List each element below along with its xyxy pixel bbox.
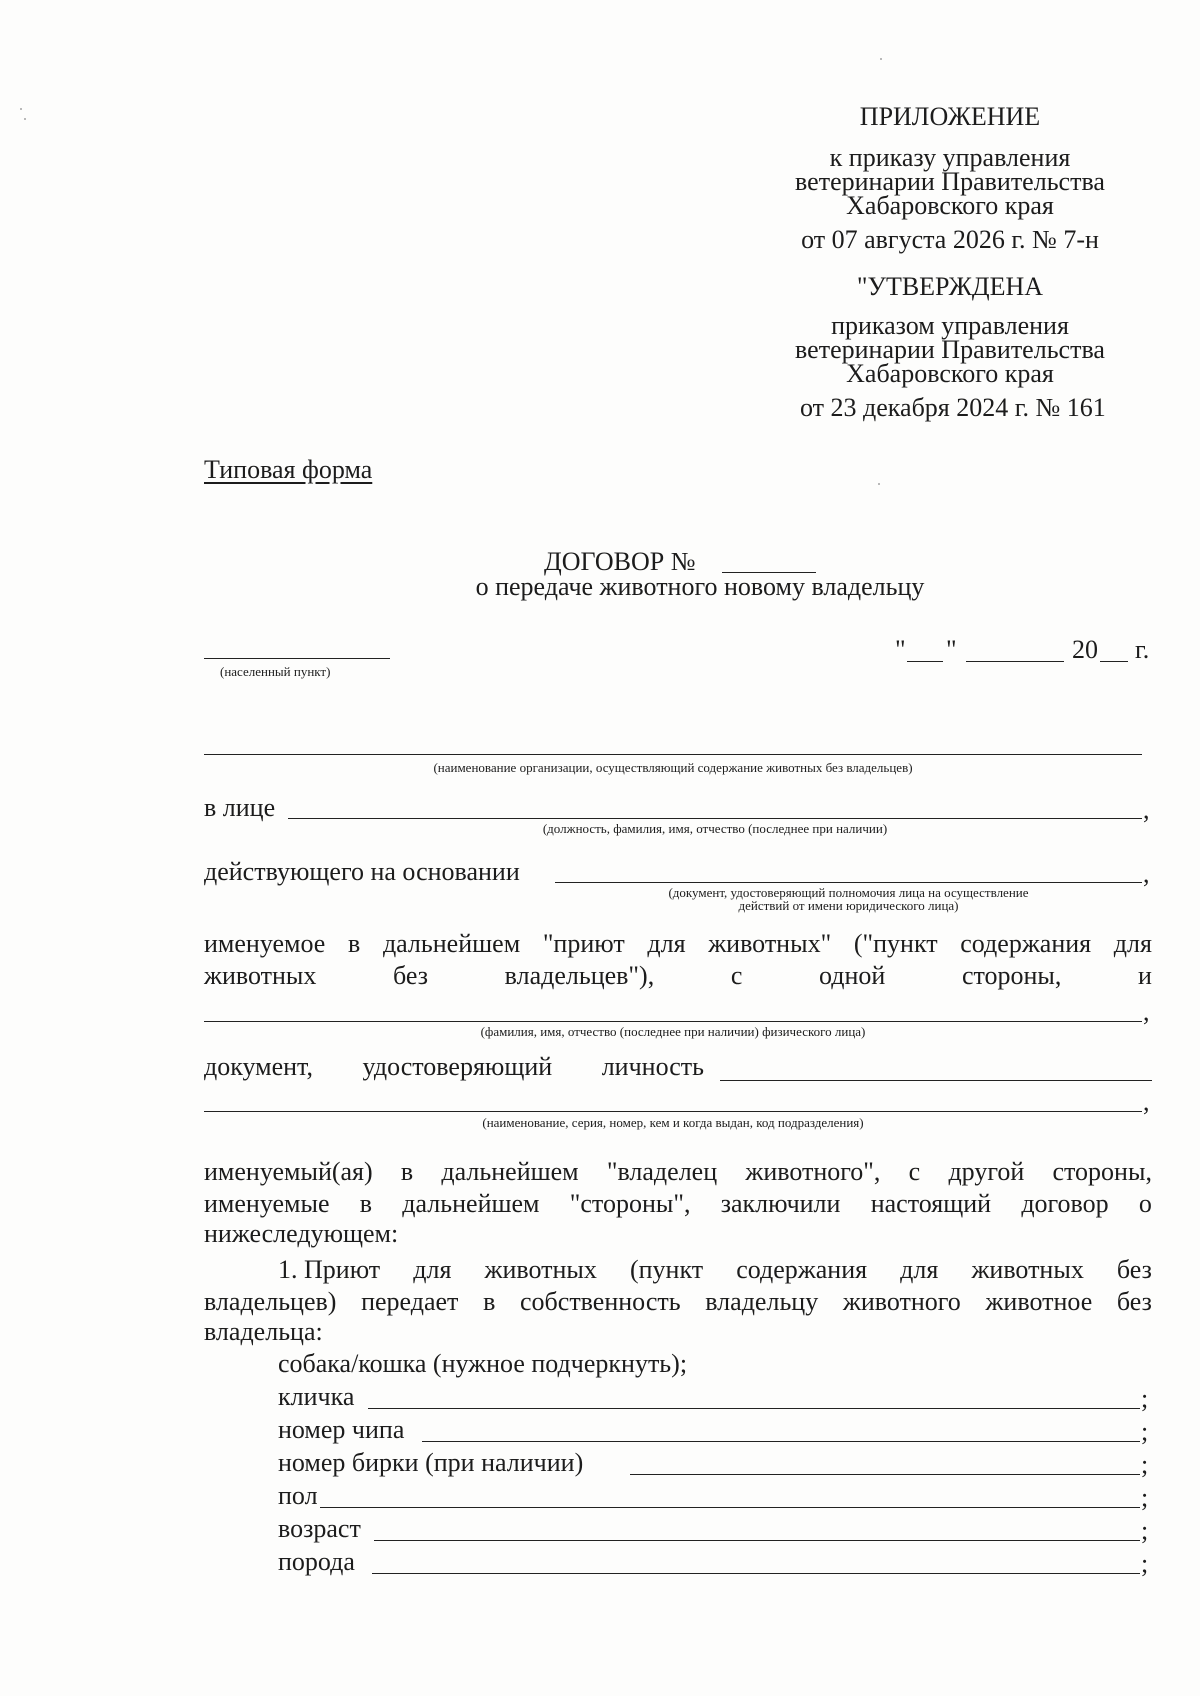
word: о	[1138, 1189, 1152, 1218]
word: дальнейшем	[382, 929, 521, 958]
organization-line	[204, 754, 1142, 755]
in-person-line	[288, 818, 1142, 819]
organization-caption: (наименование организации, осуществляющий содержание животных без владельцев)	[433, 760, 913, 775]
tag-number-line	[630, 1474, 1140, 1475]
tag-number-semicolon: ;	[1141, 1450, 1149, 1479]
word: заключили	[720, 1189, 841, 1218]
year-line	[1100, 661, 1128, 662]
animal-type-label: собака/кошка (нужное подчеркнуть);	[278, 1349, 688, 1378]
appendix-line: ветеринарии Правительства	[795, 167, 1105, 196]
word: содержания	[736, 1255, 868, 1284]
word: одной	[819, 961, 886, 990]
place-caption: (населенный пункт)	[220, 664, 331, 679]
word: дальнейшем	[402, 1189, 540, 1218]
date-quote-open: "	[895, 635, 906, 664]
year-suffix: г.	[1135, 635, 1150, 664]
word: владельцев)	[204, 1287, 337, 1316]
word: для	[1113, 929, 1152, 958]
approved-line: ветеринарии Правительства	[795, 335, 1105, 364]
basis-caption-1: (документ, удостоверяющий полномочия лица на осуществление	[668, 885, 1029, 900]
word: животное	[985, 1287, 1093, 1316]
word: настоящий	[870, 1189, 992, 1218]
word: договор	[1021, 1189, 1109, 1218]
word: 1. Приют	[278, 1255, 381, 1284]
in-person-label: в лице	[204, 793, 276, 822]
breed-semicolon: ;	[1141, 1549, 1149, 1578]
age-line	[374, 1540, 1140, 1541]
word: с	[730, 961, 743, 990]
word: животных	[971, 1255, 1084, 1284]
tag-number-label: номер бирки (при наличии)	[278, 1448, 584, 1477]
appendix-title: ПРИЛОЖЕНИЕ	[859, 102, 1041, 131]
year-prefix: 20	[1072, 635, 1098, 664]
id-document-label	[204, 1053, 704, 1081]
word: стороны,	[961, 961, 1062, 990]
approved-line: Хабаровского края	[846, 359, 1054, 388]
breed-line	[372, 1573, 1140, 1574]
word: для	[647, 929, 686, 958]
clause-1-line-2	[204, 1288, 1152, 1316]
nickname-semicolon: ;	[1141, 1384, 1149, 1413]
nickname-label: кличка	[278, 1382, 355, 1411]
word: передает	[361, 1287, 459, 1316]
clause-1-line-3: владельца:	[204, 1317, 323, 1346]
basis-line	[555, 882, 1142, 883]
word: собственность	[520, 1287, 681, 1316]
id-document-line-1	[720, 1080, 1152, 1081]
shelter-text-line-1	[204, 930, 1152, 958]
word: в	[359, 1189, 373, 1218]
approved-title: "УТВЕРЖДЕНА	[856, 272, 1044, 301]
place-line	[204, 658, 390, 659]
id-document-comma: ,	[1143, 1087, 1150, 1116]
word: в	[348, 929, 361, 958]
age-semicolon: ;	[1141, 1516, 1149, 1545]
word: и	[1138, 961, 1152, 990]
word: удостоверяющий	[362, 1052, 553, 1081]
word: животных	[484, 1255, 597, 1284]
owner-text-line-3: нижеследующем:	[204, 1219, 399, 1248]
word: другой	[948, 1157, 1025, 1186]
word: животного",	[745, 1157, 881, 1186]
scan-speck	[24, 118, 26, 120]
word: без	[1116, 1287, 1152, 1316]
sex-line	[320, 1507, 1140, 1508]
in-person-caption: (должность, фамилия, имя, отчество (последнее при наличии)	[542, 821, 888, 836]
chip-number-label: номер чипа	[278, 1415, 405, 1444]
contract-title: ДОГОВОР №	[544, 547, 696, 576]
basis-comma: ,	[1143, 859, 1150, 888]
word: владельцу	[705, 1287, 819, 1316]
word: животных	[204, 961, 317, 990]
appendix-date: от 07 августа 2026 г. № 7-н	[801, 225, 1099, 254]
appendix-line: к приказу управления	[829, 143, 1071, 172]
word: владельцев"),	[504, 961, 655, 990]
clause-1-line-1	[278, 1256, 1152, 1284]
id-document-caption: (наименование, серия, номер, кем и когда выдан, код подразделения)	[482, 1115, 864, 1130]
word: "приют	[542, 929, 625, 958]
owner-text-line-2	[204, 1190, 1152, 1218]
scan-speck	[880, 58, 882, 60]
month-line	[966, 661, 1064, 662]
word: ("пункт	[853, 929, 938, 958]
word: в	[400, 1157, 414, 1186]
chip-number-semicolon: ;	[1141, 1417, 1149, 1446]
word: с	[908, 1157, 921, 1186]
word: животного	[842, 1287, 961, 1316]
sex-semicolon: ;	[1141, 1483, 1149, 1512]
contract-subtitle: о передаче животного новому владельцу	[475, 572, 925, 601]
person-name-comma: ,	[1143, 997, 1150, 1026]
scan-speck	[878, 483, 880, 485]
day-line	[907, 661, 943, 662]
word: животных"	[708, 929, 832, 958]
nickname-line	[368, 1408, 1140, 1409]
date-quote-close: "	[946, 635, 957, 664]
word: личность	[601, 1052, 704, 1081]
approved-date: от 23 декабря 2024 г. № 161	[800, 393, 1106, 422]
word: именуемые	[204, 1189, 330, 1218]
owner-text-line-1	[204, 1158, 1152, 1186]
age-label: возраст	[278, 1514, 361, 1543]
basis-caption-2: действий от имени юридического лица)	[738, 898, 959, 913]
approved-line: приказом управления	[831, 311, 1069, 340]
word: документ,	[204, 1052, 313, 1081]
scan-speck	[20, 108, 22, 110]
word: без	[393, 961, 429, 990]
breed-label: порода	[278, 1547, 355, 1576]
word: "стороны",	[569, 1189, 691, 1218]
word: именуемый(ая)	[204, 1157, 373, 1186]
word: для	[413, 1255, 452, 1284]
sex-label: пол	[278, 1481, 318, 1510]
chip-number-line	[422, 1441, 1140, 1442]
word: именуемое	[204, 929, 326, 958]
id-document-line-2	[204, 1111, 1142, 1112]
shelter-text-line-2	[204, 962, 1152, 990]
basis-label: действующего на основании	[204, 857, 520, 886]
word: "владелец	[606, 1157, 718, 1186]
word: дальнейшем	[441, 1157, 579, 1186]
form-type-label: Типовая форма	[204, 455, 373, 484]
word: без	[1116, 1255, 1152, 1284]
word: стороны,	[1052, 1157, 1152, 1186]
appendix-line: Хабаровского края	[846, 191, 1054, 220]
person-name-line	[204, 1021, 1142, 1022]
in-person-comma: ,	[1143, 795, 1150, 824]
person-name-caption: (фамилия, имя, отчество (последнее при наличии) физического лица)	[480, 1024, 866, 1039]
word: содержания	[960, 929, 1092, 958]
word: (пункт	[629, 1255, 704, 1284]
word: в	[483, 1287, 496, 1316]
word: для	[900, 1255, 939, 1284]
